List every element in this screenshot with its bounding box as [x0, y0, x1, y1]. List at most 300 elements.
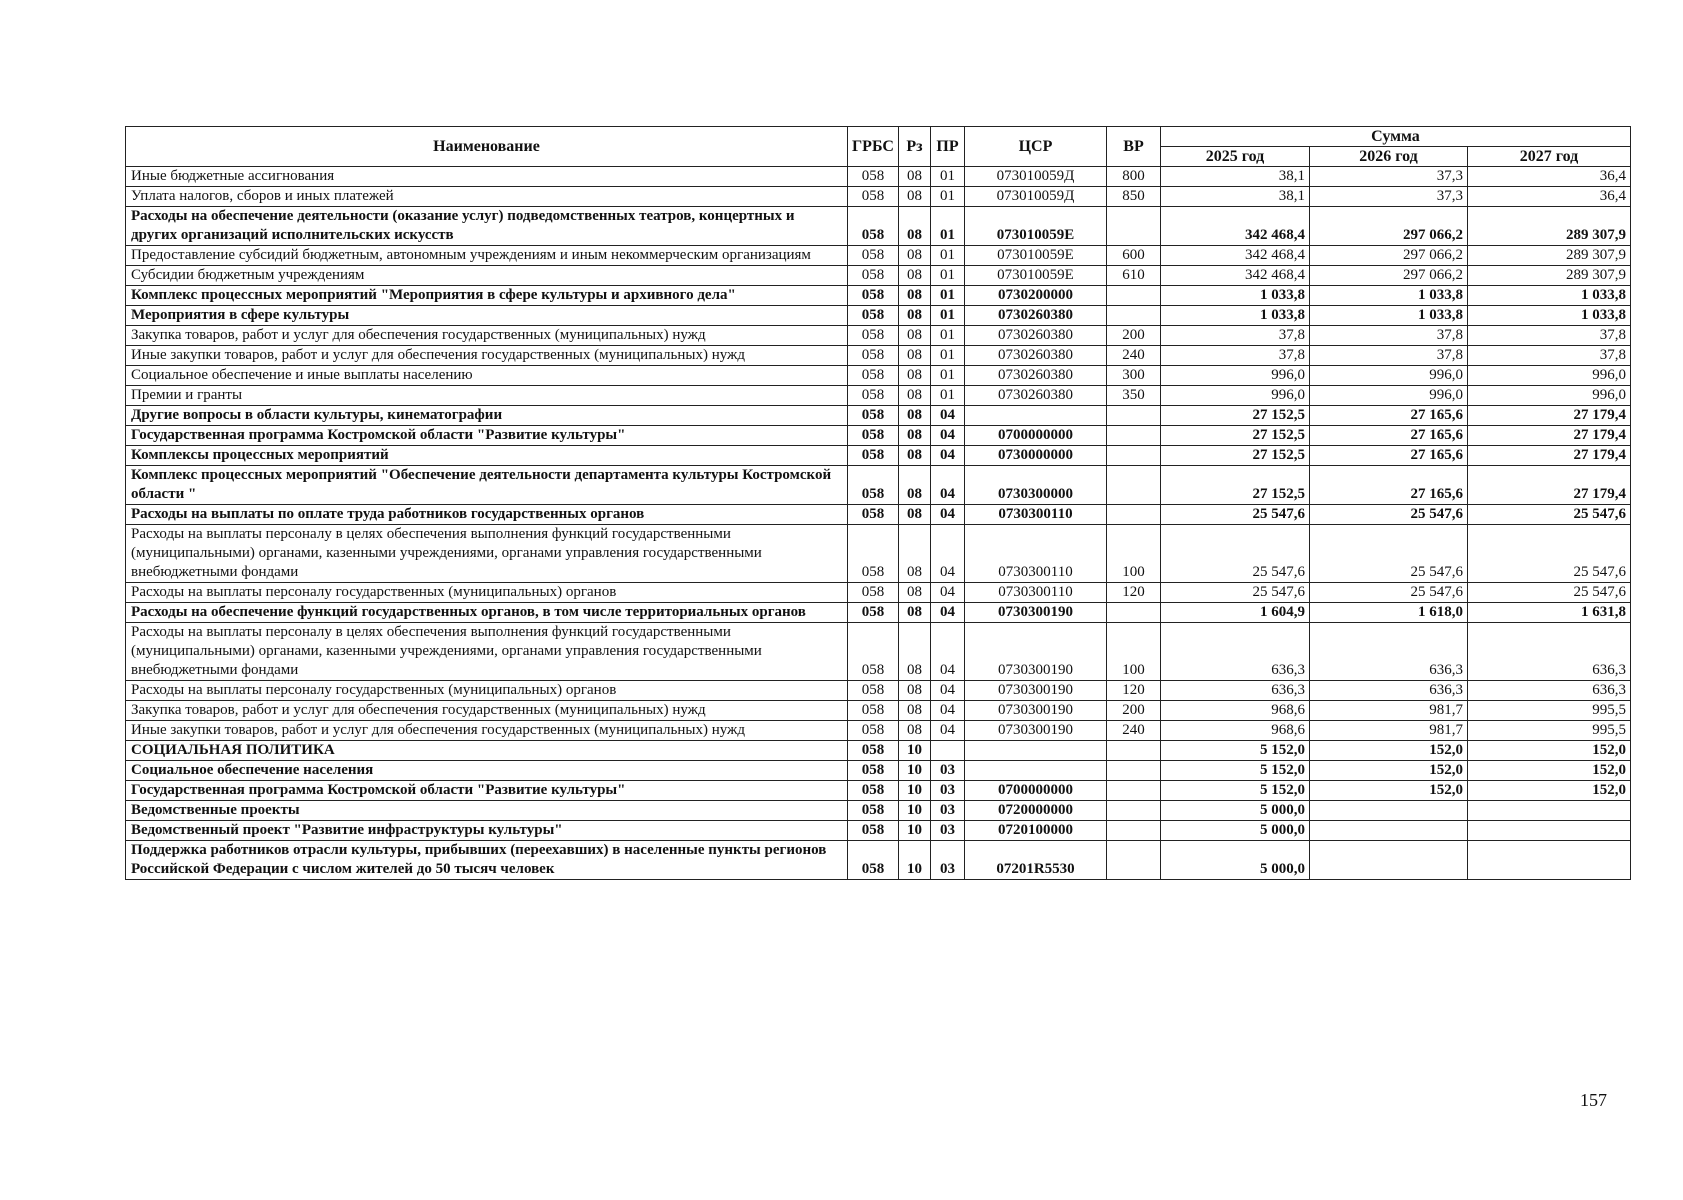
- cell-2026: 996,0: [1310, 386, 1468, 406]
- cell-2025: 636,3: [1161, 623, 1310, 681]
- cell-2025: 5 152,0: [1161, 741, 1310, 761]
- cell-rz: 08: [899, 446, 931, 466]
- cell-pr: 04: [931, 426, 965, 446]
- cell-2025: 25 547,6: [1161, 525, 1310, 583]
- table-row: [126, 721, 1631, 741]
- cell-2026: 1 618,0: [1310, 603, 1468, 623]
- table-row: [126, 446, 1631, 466]
- cell-vr: [1107, 821, 1161, 841]
- cell-rz: 08: [899, 466, 931, 505]
- cell-vr: [1107, 801, 1161, 821]
- cell-2025: 1 604,9: [1161, 603, 1310, 623]
- cell-pr: 03: [931, 801, 965, 821]
- cell-grbs: 058: [848, 741, 899, 761]
- cell-name: Расходы на выплаты персоналу в целях обеспечения выполнения функций государственными (муниципальными) органами, казенными учреждениями, органами управления государственными внебюджетными фондами: [126, 525, 848, 583]
- table-row: [126, 187, 1631, 207]
- cell-2026: 636,3: [1310, 623, 1468, 681]
- cell-csr: 0730000000: [965, 446, 1107, 466]
- table-row: [126, 801, 1631, 821]
- cell-csr: 07201R5530: [965, 841, 1107, 880]
- cell-2026: 27 165,6: [1310, 406, 1468, 426]
- table-row: [126, 426, 1631, 446]
- cell-vr: [1107, 466, 1161, 505]
- cell-csr: 0730260380: [965, 346, 1107, 366]
- cell-vr: 100: [1107, 623, 1161, 681]
- cell-2026: 297 066,2: [1310, 207, 1468, 246]
- cell-2027: 36,4: [1468, 187, 1631, 207]
- cell-rz: 08: [899, 286, 931, 306]
- cell-csr: 0730300110: [965, 505, 1107, 525]
- cell-grbs: 058: [848, 187, 899, 207]
- cell-rz: 10: [899, 821, 931, 841]
- cell-2025: 5 000,0: [1161, 841, 1310, 880]
- cell-2026: 152,0: [1310, 781, 1468, 801]
- cell-pr: 04: [931, 466, 965, 505]
- cell-2027: [1468, 841, 1631, 880]
- cell-vr: 610: [1107, 266, 1161, 286]
- cell-name: Другие вопросы в области культуры, кинематографии: [126, 406, 848, 426]
- cell-vr: 300: [1107, 366, 1161, 386]
- cell-grbs: 058: [848, 821, 899, 841]
- cell-pr: 04: [931, 603, 965, 623]
- cell-2025: 27 152,5: [1161, 426, 1310, 446]
- cell-rz: 08: [899, 426, 931, 446]
- cell-vr: [1107, 741, 1161, 761]
- cell-rz: 08: [899, 266, 931, 286]
- cell-grbs: 058: [848, 346, 899, 366]
- cell-pr: 01: [931, 207, 965, 246]
- cell-vr: 240: [1107, 721, 1161, 741]
- cell-csr: 073010059Е: [965, 246, 1107, 266]
- cell-name: Государственная программа Костромской области "Развитие культуры": [126, 426, 848, 446]
- cell-name: Иные бюджетные ассигнования: [126, 167, 848, 187]
- cell-grbs: 058: [848, 207, 899, 246]
- header-year-2027: 2027 год: [1468, 147, 1631, 167]
- cell-pr: 03: [931, 761, 965, 781]
- cell-rz: 08: [899, 386, 931, 406]
- header-vr: ВР: [1107, 127, 1161, 167]
- cell-2027: [1468, 821, 1631, 841]
- cell-2026: 1 033,8: [1310, 306, 1468, 326]
- cell-pr: 01: [931, 266, 965, 286]
- cell-2026: 981,7: [1310, 701, 1468, 721]
- cell-2025: 25 547,6: [1161, 505, 1310, 525]
- table-row: [126, 821, 1631, 841]
- cell-name: Расходы на выплаты персоналу в целях обеспечения выполнения функций государственными (муниципальными) органами, казенными учреждениями, органами управления государственными внебюджетными фондами: [126, 623, 848, 681]
- header-sum: Сумма: [1161, 127, 1631, 147]
- table-row: [126, 741, 1631, 761]
- cell-grbs: 058: [848, 266, 899, 286]
- cell-csr: 0720000000: [965, 801, 1107, 821]
- cell-grbs: 058: [848, 306, 899, 326]
- cell-2026: 152,0: [1310, 761, 1468, 781]
- cell-name: Комплексы процессных мероприятий: [126, 446, 848, 466]
- cell-pr: 01: [931, 386, 965, 406]
- cell-name: Ведомственные проекты: [126, 801, 848, 821]
- cell-rz: 08: [899, 525, 931, 583]
- cell-vr: [1107, 446, 1161, 466]
- table-row: [126, 623, 1631, 681]
- cell-2027: 37,8: [1468, 346, 1631, 366]
- cell-grbs: 058: [848, 466, 899, 505]
- cell-pr: 04: [931, 701, 965, 721]
- cell-2025: 968,6: [1161, 701, 1310, 721]
- cell-csr: 0730300000: [965, 466, 1107, 505]
- table-row: [126, 525, 1631, 583]
- cell-2026: 152,0: [1310, 741, 1468, 761]
- cell-2025: 27 152,5: [1161, 466, 1310, 505]
- cell-rz: 08: [899, 623, 931, 681]
- header-year-2025: 2025 год: [1161, 147, 1310, 167]
- cell-csr: 0730200000: [965, 286, 1107, 306]
- cell-vr: 800: [1107, 167, 1161, 187]
- cell-2027: 37,8: [1468, 326, 1631, 346]
- cell-2026: 996,0: [1310, 366, 1468, 386]
- cell-2027: 36,4: [1468, 167, 1631, 187]
- cell-csr: [965, 406, 1107, 426]
- cell-rz: 08: [899, 681, 931, 701]
- cell-name: Расходы на выплаты персоналу государственных (муниципальных) органов: [126, 681, 848, 701]
- cell-pr: 04: [931, 446, 965, 466]
- cell-2026: 37,8: [1310, 326, 1468, 346]
- cell-rz: 08: [899, 167, 931, 187]
- cell-2025: 37,8: [1161, 346, 1310, 366]
- table-row: [126, 781, 1631, 801]
- cell-2027: 152,0: [1468, 741, 1631, 761]
- cell-csr: [965, 761, 1107, 781]
- cell-name: Предоставление субсидий бюджетным, автономным учреждениям и иным некоммерческим организациям: [126, 246, 848, 266]
- cell-rz: 08: [899, 187, 931, 207]
- cell-vr: [1107, 286, 1161, 306]
- cell-2025: 1 033,8: [1161, 306, 1310, 326]
- cell-vr: [1107, 207, 1161, 246]
- cell-pr: 04: [931, 505, 965, 525]
- table-row: [126, 346, 1631, 366]
- cell-csr: 0730300190: [965, 623, 1107, 681]
- cell-pr: 01: [931, 306, 965, 326]
- cell-2027: 636,3: [1468, 623, 1631, 681]
- header-grbs: ГРБС: [848, 127, 899, 167]
- cell-vr: [1107, 781, 1161, 801]
- cell-2025: 996,0: [1161, 386, 1310, 406]
- cell-2027: 27 179,4: [1468, 406, 1631, 426]
- cell-2027: 289 307,9: [1468, 266, 1631, 286]
- cell-2027: 25 547,6: [1468, 583, 1631, 603]
- cell-2025: 636,3: [1161, 681, 1310, 701]
- cell-2026: 37,3: [1310, 187, 1468, 207]
- cell-pr: 01: [931, 187, 965, 207]
- cell-name: Закупка товаров, работ и услуг для обеспечения государственных (муниципальных) нужд: [126, 701, 848, 721]
- table-row: [126, 326, 1631, 346]
- cell-2025: 1 033,8: [1161, 286, 1310, 306]
- cell-grbs: 058: [848, 681, 899, 701]
- cell-name: Социальное обеспечение и иные выплаты населению: [126, 366, 848, 386]
- cell-2026: 27 165,6: [1310, 446, 1468, 466]
- cell-csr: 0730300190: [965, 701, 1107, 721]
- cell-2027: 995,5: [1468, 721, 1631, 741]
- cell-csr: [965, 741, 1107, 761]
- cell-csr: 073010059Е: [965, 207, 1107, 246]
- cell-csr: 073010059Д: [965, 187, 1107, 207]
- cell-rz: 10: [899, 801, 931, 821]
- cell-pr: 01: [931, 366, 965, 386]
- cell-rz: 10: [899, 761, 931, 781]
- cell-grbs: 058: [848, 505, 899, 525]
- cell-name: Закупка товаров, работ и услуг для обеспечения государственных (муниципальных) нужд: [126, 326, 848, 346]
- cell-2027: 27 179,4: [1468, 466, 1631, 505]
- cell-2027: [1468, 801, 1631, 821]
- cell-2027: 1 631,8: [1468, 603, 1631, 623]
- cell-2026: [1310, 841, 1468, 880]
- cell-pr: 01: [931, 326, 965, 346]
- table-row: [126, 406, 1631, 426]
- cell-vr: [1107, 306, 1161, 326]
- cell-pr: [931, 741, 965, 761]
- cell-csr: 0730300190: [965, 721, 1107, 741]
- cell-name: Расходы на выплаты по оплате труда работников государственных органов: [126, 505, 848, 525]
- cell-vr: 120: [1107, 681, 1161, 701]
- cell-2025: 37,8: [1161, 326, 1310, 346]
- cell-csr: 0730260380: [965, 386, 1107, 406]
- cell-2027: 996,0: [1468, 366, 1631, 386]
- cell-grbs: 058: [848, 446, 899, 466]
- cell-rz: 08: [899, 366, 931, 386]
- cell-name: Социальное обеспечение населения: [126, 761, 848, 781]
- table-row: [126, 681, 1631, 701]
- cell-2026: [1310, 821, 1468, 841]
- cell-rz: 08: [899, 603, 931, 623]
- cell-name: Расходы на обеспечение функций государственных органов, в том числе территориальных органов: [126, 603, 848, 623]
- cell-name: Ведомственный проект "Развитие инфраструктуры культуры": [126, 821, 848, 841]
- cell-vr: 350: [1107, 386, 1161, 406]
- cell-grbs: 058: [848, 841, 899, 880]
- table-body: [126, 167, 1631, 880]
- cell-2027: 995,5: [1468, 701, 1631, 721]
- cell-2025: 5 152,0: [1161, 781, 1310, 801]
- cell-grbs: 058: [848, 761, 899, 781]
- cell-vr: [1107, 761, 1161, 781]
- table-row: [126, 603, 1631, 623]
- cell-name: Комплекс процессных мероприятий "Обеспечение деятельности департамента культуры Костромской области ": [126, 466, 848, 505]
- cell-csr: 0700000000: [965, 781, 1107, 801]
- table-row: [126, 366, 1631, 386]
- cell-2026: 37,8: [1310, 346, 1468, 366]
- cell-grbs: 058: [848, 246, 899, 266]
- table-header: [126, 127, 1631, 167]
- table-row: [126, 505, 1631, 525]
- cell-2027: 996,0: [1468, 386, 1631, 406]
- cell-csr: 073010059Д: [965, 167, 1107, 187]
- cell-2027: 27 179,4: [1468, 446, 1631, 466]
- cell-rz: 08: [899, 306, 931, 326]
- cell-grbs: 058: [848, 366, 899, 386]
- cell-pr: 03: [931, 781, 965, 801]
- cell-grbs: 058: [848, 623, 899, 681]
- cell-name: Премии и гранты: [126, 386, 848, 406]
- cell-csr: 073010059Е: [965, 266, 1107, 286]
- cell-vr: 120: [1107, 583, 1161, 603]
- cell-grbs: 058: [848, 386, 899, 406]
- cell-vr: 200: [1107, 326, 1161, 346]
- cell-rz: 08: [899, 721, 931, 741]
- cell-name: Расходы на обеспечение деятельности (оказание услуг) подведомственных театров, концертных и других организаций исполнительских искусств: [126, 207, 848, 246]
- table-row: [126, 701, 1631, 721]
- cell-vr: [1107, 603, 1161, 623]
- table-row: [126, 583, 1631, 603]
- budget-table: [125, 126, 1631, 880]
- cell-2027: 27 179,4: [1468, 426, 1631, 446]
- cell-2027: 152,0: [1468, 781, 1631, 801]
- cell-csr: 0730260380: [965, 306, 1107, 326]
- cell-grbs: 058: [848, 721, 899, 741]
- cell-2026: 27 165,6: [1310, 426, 1468, 446]
- cell-2026: 27 165,6: [1310, 466, 1468, 505]
- table-row: [126, 386, 1631, 406]
- cell-2026: 37,3: [1310, 167, 1468, 187]
- cell-rz: 10: [899, 741, 931, 761]
- cell-csr: 0730300110: [965, 583, 1107, 603]
- cell-grbs: 058: [848, 525, 899, 583]
- cell-vr: 850: [1107, 187, 1161, 207]
- cell-2025: 38,1: [1161, 167, 1310, 187]
- cell-2027: 1 033,8: [1468, 286, 1631, 306]
- cell-2027: 1 033,8: [1468, 306, 1631, 326]
- table-row: [126, 466, 1631, 505]
- cell-2027: 152,0: [1468, 761, 1631, 781]
- cell-2026: 297 066,2: [1310, 246, 1468, 266]
- cell-2026: 25 547,6: [1310, 505, 1468, 525]
- cell-vr: 600: [1107, 246, 1161, 266]
- cell-2026: 1 033,8: [1310, 286, 1468, 306]
- header-year-2026: 2026 год: [1310, 147, 1468, 167]
- cell-pr: 01: [931, 167, 965, 187]
- cell-2025: 5 152,0: [1161, 761, 1310, 781]
- cell-name: Комплекс процессных мероприятий "Мероприятия в сфере культуры и архивного дела": [126, 286, 848, 306]
- cell-pr: 01: [931, 346, 965, 366]
- cell-grbs: 058: [848, 286, 899, 306]
- cell-csr: 0720100000: [965, 821, 1107, 841]
- cell-vr: 100: [1107, 525, 1161, 583]
- cell-csr: 0730300190: [965, 603, 1107, 623]
- table-row: [126, 266, 1631, 286]
- cell-rz: 08: [899, 326, 931, 346]
- cell-2026: [1310, 801, 1468, 821]
- table-row: [126, 167, 1631, 187]
- cell-csr: 0730300110: [965, 525, 1107, 583]
- table-row: [126, 841, 1631, 880]
- cell-grbs: 058: [848, 701, 899, 721]
- cell-2025: 968,6: [1161, 721, 1310, 741]
- cell-2025: 5 000,0: [1161, 821, 1310, 841]
- cell-2027: 289 307,9: [1468, 246, 1631, 266]
- cell-name: Поддержка работников отрасли культуры, прибывших (переехавших) в населенные пункты регионов Российской Федерации с числом жителей до 50 тысяч человек: [126, 841, 848, 880]
- cell-grbs: 058: [848, 326, 899, 346]
- cell-2025: 342 468,4: [1161, 266, 1310, 286]
- cell-csr: 0730260380: [965, 326, 1107, 346]
- header-rz: Рз: [899, 127, 931, 167]
- cell-name: Расходы на выплаты персоналу государственных (муниципальных) органов: [126, 583, 848, 603]
- cell-pr: 04: [931, 583, 965, 603]
- cell-rz: 08: [899, 246, 931, 266]
- cell-2025: 38,1: [1161, 187, 1310, 207]
- cell-vr: [1107, 841, 1161, 880]
- cell-vr: 200: [1107, 701, 1161, 721]
- page-number: 157: [1580, 1090, 1607, 1110]
- table-row: [126, 761, 1631, 781]
- cell-name: СОЦИАЛЬНАЯ ПОЛИТИКА: [126, 741, 848, 761]
- cell-2027: 636,3: [1468, 681, 1631, 701]
- cell-vr: [1107, 505, 1161, 525]
- cell-grbs: 058: [848, 603, 899, 623]
- cell-2025: 342 468,4: [1161, 207, 1310, 246]
- cell-rz: 10: [899, 781, 931, 801]
- cell-csr: 0700000000: [965, 426, 1107, 446]
- cell-2027: 25 547,6: [1468, 505, 1631, 525]
- cell-2027: 25 547,6: [1468, 525, 1631, 583]
- cell-rz: 10: [899, 841, 931, 880]
- cell-2026: 636,3: [1310, 681, 1468, 701]
- table-row: [126, 286, 1631, 306]
- cell-2026: 981,7: [1310, 721, 1468, 741]
- cell-2025: 996,0: [1161, 366, 1310, 386]
- cell-vr: [1107, 406, 1161, 426]
- cell-grbs: 058: [848, 426, 899, 446]
- header-pr: ПР: [931, 127, 965, 167]
- cell-pr: 04: [931, 525, 965, 583]
- cell-2025: 25 547,6: [1161, 583, 1310, 603]
- cell-rz: 08: [899, 583, 931, 603]
- cell-rz: 08: [899, 207, 931, 246]
- table-row: [126, 306, 1631, 326]
- cell-2026: 25 547,6: [1310, 525, 1468, 583]
- cell-grbs: 058: [848, 801, 899, 821]
- cell-csr: 0730260380: [965, 366, 1107, 386]
- cell-pr: 03: [931, 821, 965, 841]
- header-name: Наименование: [126, 127, 848, 167]
- cell-pr: 04: [931, 681, 965, 701]
- cell-grbs: 058: [848, 167, 899, 187]
- cell-pr: 04: [931, 406, 965, 426]
- table-row: [126, 207, 1631, 246]
- cell-name: Иные закупки товаров, работ и услуг для обеспечения государственных (муниципальных) нужд: [126, 346, 848, 366]
- cell-csr: 0730300190: [965, 681, 1107, 701]
- cell-vr: [1107, 426, 1161, 446]
- cell-2025: 5 000,0: [1161, 801, 1310, 821]
- cell-2025: 27 152,5: [1161, 406, 1310, 426]
- cell-name: Субсидии бюджетным учреждениям: [126, 266, 848, 286]
- cell-name: Государственная программа Костромской области "Развитие культуры": [126, 781, 848, 801]
- cell-name: Уплата налогов, сборов и иных платежей: [126, 187, 848, 207]
- cell-name: Иные закупки товаров, работ и услуг для обеспечения государственных (муниципальных) нужд: [126, 721, 848, 741]
- cell-pr: 04: [931, 623, 965, 681]
- cell-vr: 240: [1107, 346, 1161, 366]
- cell-2025: 27 152,5: [1161, 446, 1310, 466]
- cell-2026: 297 066,2: [1310, 266, 1468, 286]
- cell-pr: 04: [931, 721, 965, 741]
- cell-rz: 08: [899, 701, 931, 721]
- cell-name: Мероприятия в сфере культуры: [126, 306, 848, 326]
- cell-rz: 08: [899, 346, 931, 366]
- cell-rz: 08: [899, 505, 931, 525]
- cell-grbs: 058: [848, 406, 899, 426]
- cell-2025: 342 468,4: [1161, 246, 1310, 266]
- cell-2027: 289 307,9: [1468, 207, 1631, 246]
- cell-2026: 25 547,6: [1310, 583, 1468, 603]
- cell-grbs: 058: [848, 781, 899, 801]
- table-row: [126, 246, 1631, 266]
- cell-pr: 03: [931, 841, 965, 880]
- cell-pr: 01: [931, 246, 965, 266]
